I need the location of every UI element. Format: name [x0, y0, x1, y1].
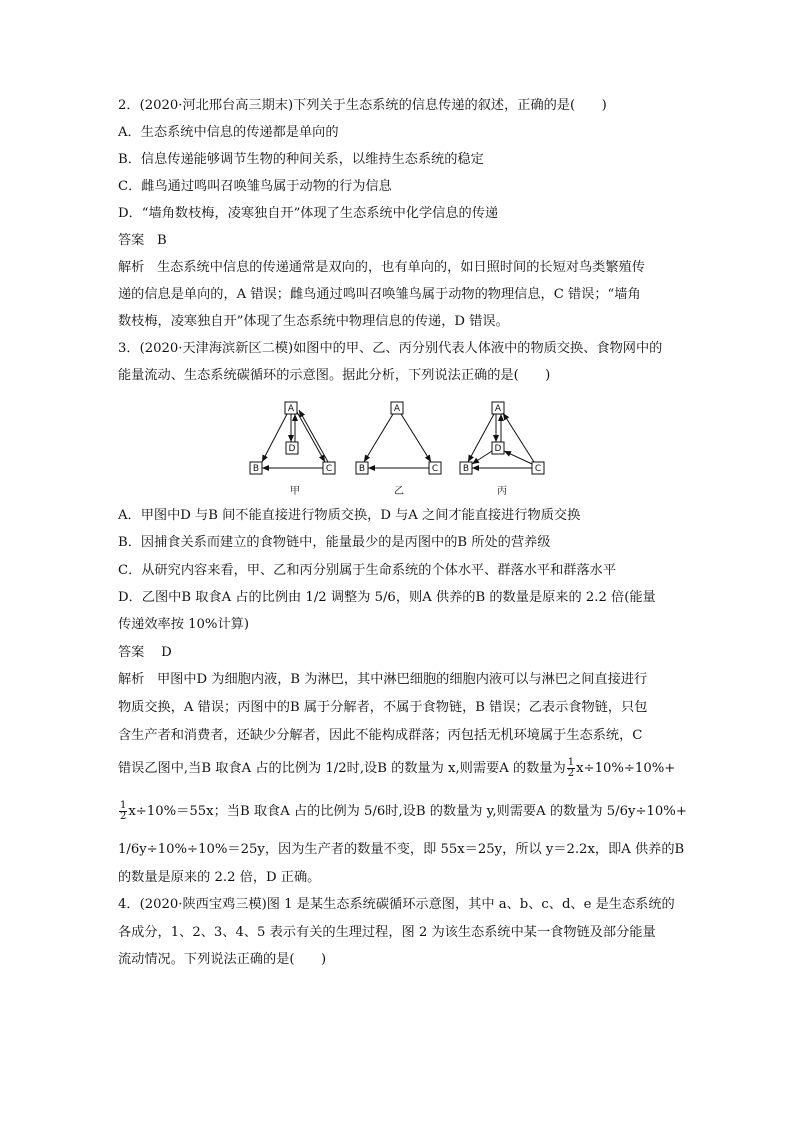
answer-value: D	[161, 645, 172, 660]
node-c: C	[325, 464, 333, 474]
analysis-label: 解析	[118, 672, 145, 687]
answer-value: B	[156, 233, 167, 248]
node-b: B	[252, 464, 260, 474]
q4-stem-line-3: 流动情况。下列说法正确的是( )	[118, 952, 327, 967]
node-a: A	[287, 404, 295, 414]
node-c: C	[534, 464, 542, 474]
q3-analysis-line-3: 含生产者和消费者，还缺少分解者，因此不能构成群落；丙包括无机环境属于生态系统，C	[118, 728, 643, 743]
diagram-bing	[460, 402, 544, 474]
analysis-label: 解析	[118, 260, 145, 275]
q3-analysis-line-7: 的数量是原来的 2.2 倍，D 正确。	[118, 870, 321, 885]
analysis-text: 错误乙图中,当B 取食A 占的比例为 1/2时,设B 的数量为 x,则需要A 的数量为	[118, 761, 566, 776]
q2-stem: 2．(2020·河北邢台高三期末)下列关于生态系统的信息传递的叙述，正确的是( )	[118, 98, 607, 113]
q4-stem-line-1: 4．(2020·陕西宝鸡三模)图 1 是某生态系统碳循环示意图，其中 a、b、c、d、e 是生态系统的	[118, 897, 675, 912]
node-a: A	[494, 404, 502, 414]
fraction	[567, 758, 575, 779]
q3-option-d-line-2: 传递效率按 10%计算)	[118, 617, 249, 632]
q3-diagrams	[240, 396, 550, 500]
q2-analysis-line-3: 数枝梅，凌寒独自开”体现了生态系统中物理信息的传递，D 错误。	[118, 314, 509, 329]
node-d: D	[494, 444, 502, 454]
fraction-numerator: 1	[567, 757, 575, 768]
q2-option-d: D．“墙角数枝梅，凌寒独自开”体现了生态系统中化学信息的传递	[118, 206, 499, 221]
q3-stem-line-2: 能量流动、生态系统碳循环的示意图。据此分析，下列说法正确的是( )	[118, 368, 551, 383]
fraction	[119, 801, 127, 822]
q3-analysis-line-6: 1/6y÷10%÷10%＝25y，因为生产者的数量不变，即 55x＝25y，所以 y＝2.2x，即A 供养的B	[118, 842, 685, 857]
analysis-text: 甲图中D 为细胞内液，B 为淋巴，其中淋巴细胞的细胞内液可以与淋巴之间直接进行	[156, 672, 648, 687]
q3-option-c: C．从研究内容来看，甲、乙和丙分别属于生命系统的个体水平、群落水平和群落水平	[118, 563, 617, 578]
q3-option-b: B．因捕食关系而建立的食物链中，能量最少的是丙图中的B 所处的营养级	[118, 535, 551, 550]
q2-answer	[118, 232, 167, 250]
analysis-text: x÷10%÷10%+	[576, 761, 676, 776]
answer-label: 答案	[118, 645, 145, 660]
answer-label: 答案	[118, 233, 145, 248]
q3-answer	[118, 644, 172, 662]
node-b: B	[462, 464, 470, 474]
node-b: B	[358, 464, 366, 474]
fraction-denominator: 2	[567, 768, 575, 779]
q3-option-a: A．甲图中D 与B 间不能直接进行物质交换，D 与A 之间才能直接进行物质交换	[118, 508, 581, 523]
q2-analysis-line-1	[118, 259, 645, 277]
caption-bing: 丙	[497, 486, 507, 497]
q3-stem-line-1: 3．(2020·天津海滨新区二模)如图中的甲、乙、丙分别代表人体液中的物质交换、食物网中的	[118, 341, 663, 356]
q3-analysis-line-5	[118, 801, 687, 822]
analysis-text: x÷10%＝55x；当B 取食A 占的比例为 5/6时,设B 的数量为 y,则需要A 的数量为 5/6y÷10%+	[128, 804, 687, 819]
caption-jia: 甲	[290, 486, 300, 497]
q3-analysis-line-4	[118, 758, 675, 779]
q4-stem-line-2: 各成分，1、2、3、4、5 表示有关的生理过程，图 2 为该生态系统中某一食物链及部分能量	[118, 925, 656, 940]
q3-option-d-line-1: D．乙图中B 取食A 占的比例由 1/2 调整为 5/6，则A 供养的B 的数量是原来的 2.2 倍(能量	[118, 590, 656, 605]
q3-analysis-line-1	[118, 671, 647, 689]
q2-analysis-line-2: 递的信息是单向的，A 错误；雌鸟通过鸣叫召唤雏鸟属于动物的物理信息，C 错误；“墙角	[118, 287, 641, 302]
q2-option-a: A．生态系统中信息的传递都是单向的	[118, 125, 339, 140]
q3-analysis-line-2: 物质交换，A 错误；丙图中的B 属于分解者，不属于食物链，B 错误；乙表示食物链，只包	[118, 700, 648, 715]
q2-option-b: B．信息传递能够调节生物的种间关系，以维持生态系统的稳定	[118, 152, 484, 167]
node-a: A	[393, 404, 401, 414]
analysis-text: 生态系统中信息的传递通常是双向的，也有单向的，如日照时间的长短对鸟类繁殖传	[156, 260, 645, 275]
caption-yi: 乙	[394, 486, 404, 497]
node-c: C	[431, 464, 439, 474]
q2-option-c: C．雌鸟通过鸣叫召唤雏鸟属于动物的行为信息	[118, 179, 392, 194]
fraction-denominator: 2	[120, 811, 127, 822]
fraction-numerator: 1	[120, 800, 127, 811]
node-d: D	[288, 444, 296, 454]
